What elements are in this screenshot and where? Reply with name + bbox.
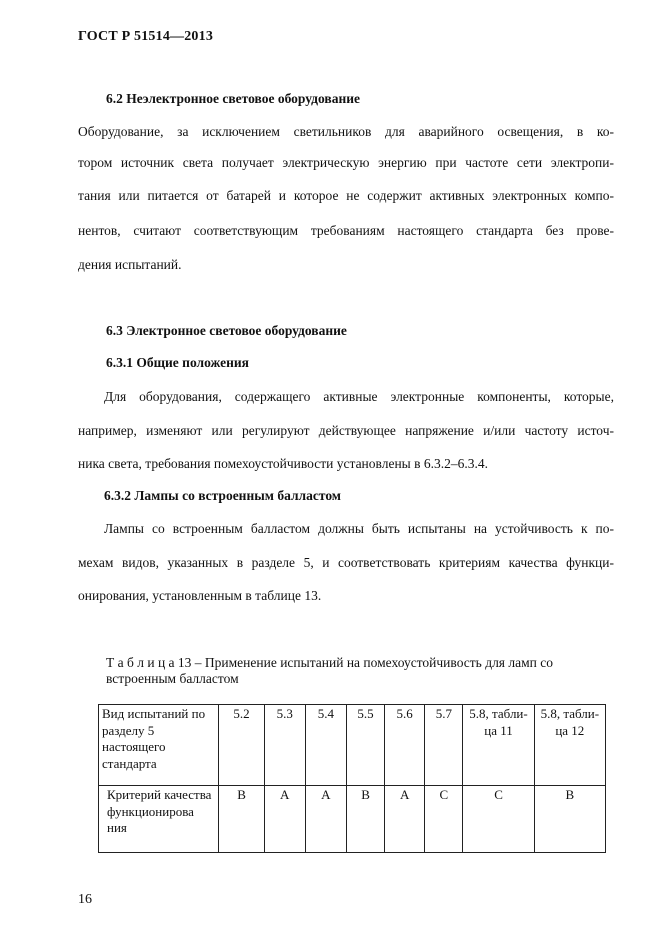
criterion-cell: C <box>425 786 463 853</box>
criterion-cell: C <box>463 786 534 853</box>
s62-line-2: тором источник света получает электрическую энергию при частоте сети электропи- <box>78 155 614 170</box>
criterion-cell: A <box>264 786 305 853</box>
header-cell: 5.3 <box>264 705 305 786</box>
s632-line-3: онирования, установленным в таблице 13. <box>78 588 322 603</box>
header-cell: 5.5 <box>346 705 384 786</box>
s632-line-1: Лампы со встроенным балластом должны быть испытаны на устойчивость к по- <box>104 521 614 536</box>
header-cell: 5.8, табли-ца 12 <box>534 705 605 786</box>
criterion-cell: A <box>305 786 346 853</box>
header-cell: 5.2 <box>219 705 264 786</box>
s632-line-2: мехам видов, указанных в разделе 5, и соответствовать критериям качества функци- <box>78 555 614 570</box>
s62-line-3: тания или питается от батарей и которое не содержит активных электронных компо- <box>78 188 614 203</box>
table-header-row <box>99 705 606 786</box>
row-label-criterion: Критерий качества функционирова ния <box>99 786 219 853</box>
s62-line-5: дения испытаний. <box>78 257 182 272</box>
header-cell: 5.4 <box>305 705 346 786</box>
row-label-test-type: Вид испытаний по разделу 5 настоящего стандарта <box>99 705 219 786</box>
criterion-cell: A <box>385 786 425 853</box>
page-number: 16 <box>78 892 92 907</box>
header-cell: 5.8, табли-ца 11 <box>463 705 534 786</box>
document-header: ГОСТ Р 51514—2013 <box>78 29 214 44</box>
s631-line-2: например, изменяют или регулируют действующее напряжение и/или частоту источ- <box>78 423 614 438</box>
s62-line-4: нентов, считают соответствующим требованиям настоящего стандарта без прове- <box>78 223 614 238</box>
criterion-cell: B <box>346 786 384 853</box>
criterion-cell: B <box>534 786 605 853</box>
criterion-cell: B <box>219 786 264 853</box>
table-caption: Т а б л и ц а 13 – Применение испытаний на помехоустойчивость для ламп со встроенным балластом <box>106 655 554 686</box>
s631-line-3: ника света, требования помехоустойчивости установлены в 6.3.2–6.3.4. <box>78 456 489 471</box>
table-13 <box>98 704 606 853</box>
section-6-3-heading: 6.3 Электронное световое оборудование <box>106 323 347 338</box>
section-6-2-heading: 6.2 Неэлектронное световое оборудование <box>106 91 360 106</box>
header-cell: 5.6 <box>385 705 425 786</box>
section-6-3-2-heading: 6.3.2 Лампы со встроенным балластом <box>104 488 342 503</box>
header-cell: 5.7 <box>425 705 463 786</box>
table-criteria-row <box>99 786 606 853</box>
section-6-3-1-heading: 6.3.1 Общие положения <box>106 355 249 370</box>
s631-line-1: Для оборудования, содержащего активные электронные компоненты, которые, <box>104 389 614 404</box>
s62-line-1: Оборудование, за исключением светильников для аварийного освещения, в ко- <box>78 124 614 139</box>
